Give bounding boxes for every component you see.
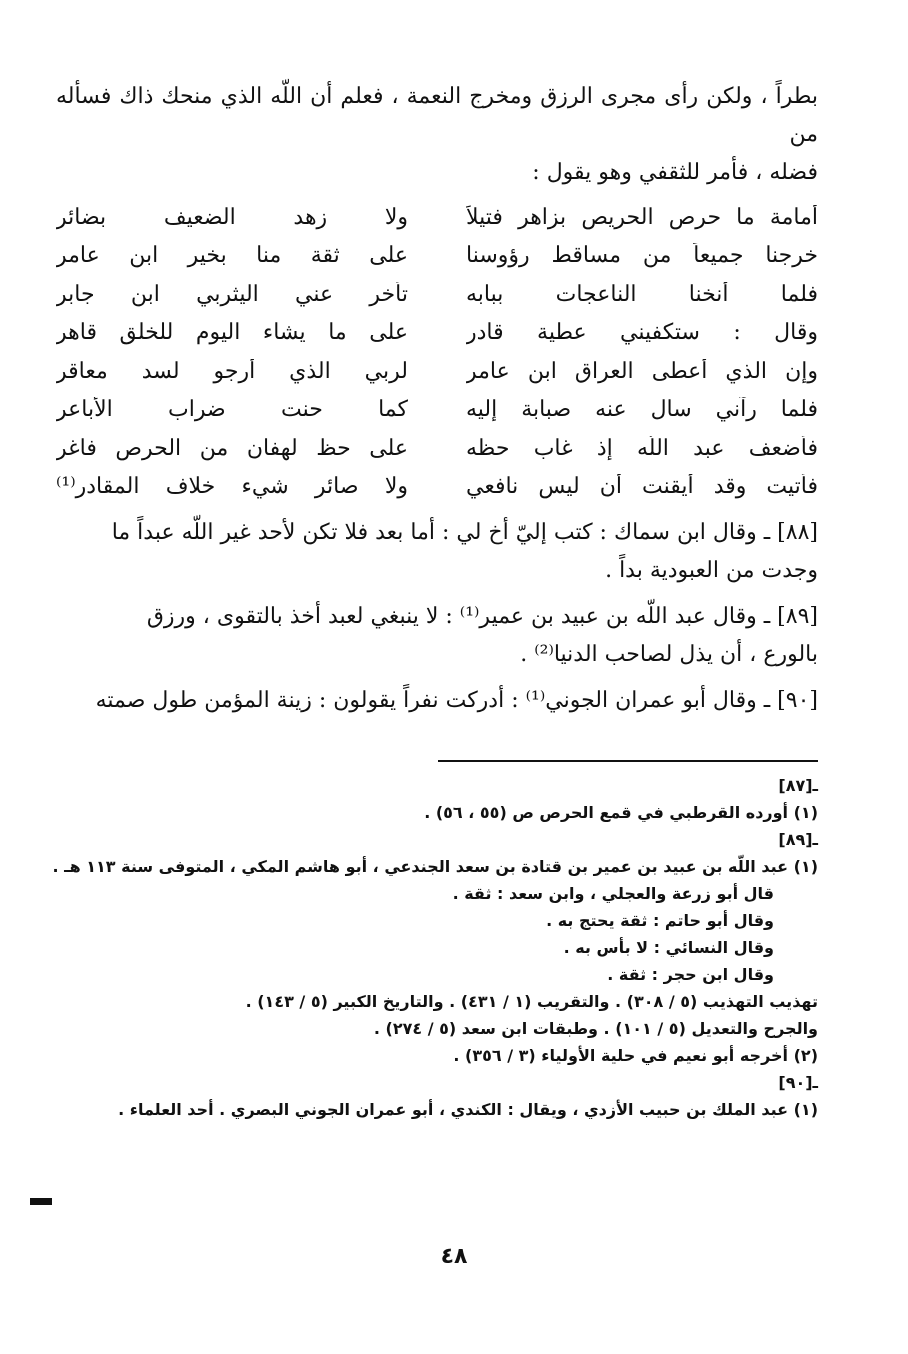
verse-first-half: فلما رآني سال عنه صبابة إليه [466,397,818,423]
poem-verse [56,275,818,314]
poem-verse [56,198,818,237]
main-text [56,78,818,720]
footnote-line: قال أبو زرعة والعجلي ، وابن سعد : ثقة . [452,884,774,903]
poem-verse [56,468,818,507]
paragraph-88-line-2: وجدت من العبودية بداً . [605,558,818,583]
footnotes [40,772,818,1123]
poem-verse [56,391,818,430]
verse-first-half: وإن الذي أعطى العراق ابن عامر [466,358,818,384]
end-mark [30,1198,52,1205]
footnote-line: ـ[٨٧] [778,776,818,795]
footnote-divider [438,760,818,762]
poem-verse [56,352,818,391]
intro-paragraph [56,78,818,192]
verse-second-half: على ما يشاء اليوم للخلق قاهر [56,320,408,346]
verse-second-half: على ثقة منا بخير ابن عامر [56,243,408,269]
verse-first-half: فأتيت وقد أيقنت أن ليس نافعي [466,474,818,500]
footnote-line: (١) عبد اللّه بن عبيد بن عمير بن قتادة بن سعد الجندعي ، أبو هاشم المكي ، المتوفى سنة ١١٣ هـ . [52,857,818,876]
verse-second-half: ولا زهد الضعيف بضائر [56,204,408,230]
poem-verse [56,237,818,276]
footnote-line: ـ[٩٠] [778,1073,818,1092]
footnote-line: (١) عبد الملك بن حبيب الأزدي ، ويقال : الكندي ، أبو عمران الجوني البصري . أحد العلماء . [118,1100,818,1119]
verse-second-half: ولا صائر شيء خلاف المقادر⁽¹⁾ [56,474,408,500]
intro-line-1: بطراً ، ولكن رأى مجرى الرزق ومخرج النعمة ، فعلم أن اللّه الذي منحك ذاك فسأله من [56,84,818,147]
footnote-line: ـ[٨٩] [778,830,818,849]
footnote-line: وقال ابن حجر : ثقة . [607,965,774,984]
intro-line-2: فضله ، فأمر للثقفي وهو يقول : [532,160,818,185]
verse-first-half: وقال : ستكفيني عطية قادر [466,320,818,346]
footnote-line: (٢) أخرجه أبو نعيم في حلية الأولياء (٣ / ٣٥٦) . [453,1046,818,1065]
paragraph-89-line-1: [٨٩] ـ وقال عبد اللّه بن عبيد بن عمير⁽¹⁾ : لا ينبغي لعبد أخذ بالتقوى ، ورزق [146,604,818,629]
paragraph-89-line-2: بالورع ، أن يذل لصاحب الدنيا⁽²⁾ . [520,642,818,667]
verse-second-half: على حظ لهفان من الحرص فاغر [56,435,408,461]
footnote-line: وقال أبو حاتم : ثقة يحتج به . [546,911,774,930]
paragraph-90-line-1: [٩٠] ـ وقال أبو عمران الجوني⁽¹⁾ : أدركت نفراً يقولون : زينة المؤمن طول صمته [95,688,818,713]
verse-second-half: لربي الذي أرجو لسد معاقر [56,358,408,384]
verse-first-half: أمامة ما حرص الحريص بزاهر فتيلاً [466,204,818,230]
footnote-line: تهذيب التهذيب (٥ / ٣٠٨) . والتقريب (١ / ٤٣١) . والتاريخ الكبير (٥ / ١٤٣) . [245,992,818,1011]
verse-first-half: فلما أنخنا الناعجات ببابه [466,281,818,307]
poem-verse [56,314,818,353]
poem [56,198,818,506]
footnote-line: والجرح والتعديل (٥ / ١٠١) . وطبقات ابن سعد (٥ / ٢٧٤) . [373,1019,818,1038]
paragraph-90 [56,682,818,720]
verse-first-half: فأضعف عبد اللّه إذ غاب حظه [466,435,818,461]
footnote-line: (١) أورده القرطبي في قمع الحرص ص (٥٥ ، ٥٦) . [424,803,818,822]
poem-verse [56,429,818,468]
page-number: ٤٨ [440,1244,468,1269]
verse-second-half: كما حنت ضراب الأباعر [56,397,408,423]
verse-second-half: تأخر عني اليثربي ابن جابر [56,281,408,307]
paragraph-88 [56,514,818,590]
paragraph-88-line-1: [٨٨] ـ وقال ابن سماك : كتب إليّ أخ لي : أما بعد فلا تكن لأحد غير اللّه عبداً ما [111,520,818,545]
verse-first-half: خرجنا جميعاً من مساقط رؤوسنا [466,243,818,269]
paragraph-89 [56,598,818,674]
footnote-line: وقال النسائي : لا بأس به . [563,938,774,957]
